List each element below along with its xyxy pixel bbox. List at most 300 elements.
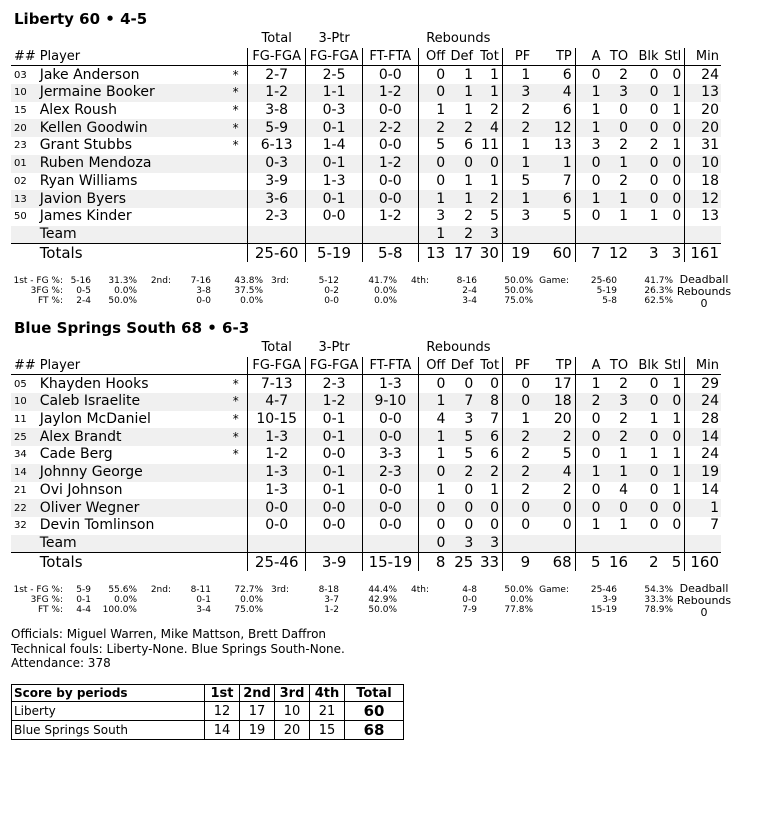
- total-stat-stl: 5: [661, 553, 684, 571]
- starter-mark: *: [232, 447, 239, 462]
- total-stat-a: 7: [575, 244, 603, 262]
- stat-fg: 10-15: [248, 411, 306, 429]
- stat-blk: [631, 226, 661, 244]
- stat-fg: 2-7: [248, 66, 306, 84]
- stat-min: 1: [685, 499, 721, 517]
- pct-made-att: 3-9: [602, 595, 617, 605]
- stat-a: 0: [575, 428, 603, 446]
- player-name: Ruben Mendoza: [40, 155, 225, 173]
- stat-stl: 0: [672, 208, 682, 225]
- player-row: [11, 102, 721, 120]
- header-3p: FG-FGA: [306, 48, 362, 66]
- pct-value: 42.9%: [368, 595, 397, 605]
- header-rebounds: Rebounds: [426, 31, 491, 47]
- total-stat-off: 13: [418, 244, 449, 262]
- stat-tp: 2: [562, 481, 572, 498]
- stat-stl: 1: [672, 446, 682, 463]
- stat-pf: 2: [503, 464, 534, 482]
- stat-to: 3: [603, 393, 631, 411]
- stat-ft: 1-2: [362, 155, 418, 173]
- stat-3p: 1-4: [306, 137, 362, 155]
- stat-tp: 0: [533, 499, 575, 517]
- stat-def: 7: [449, 393, 477, 411]
- total-stat-a: 5: [575, 553, 603, 571]
- stat-pf: 0: [503, 517, 534, 535]
- player-name: Jaylon McDaniel: [39, 411, 151, 428]
- stat-to: 1: [604, 155, 632, 173]
- stat-to: [603, 535, 631, 553]
- header-three-ptr: 3-Ptr: [318, 340, 350, 356]
- stat-to: 2: [619, 375, 629, 392]
- total-stat-ft: 15-19: [362, 553, 418, 571]
- stat-a: 1: [575, 84, 603, 102]
- stat-min: 10: [685, 155, 721, 173]
- stat-pf: 3: [502, 84, 533, 102]
- stat-def: 6: [464, 137, 474, 154]
- player-number: 01: [11, 155, 40, 173]
- stat-pf: 0: [503, 499, 534, 517]
- pct-label: 1st - FG %:: [13, 276, 63, 286]
- game-info: [11, 627, 345, 671]
- stat-off: 0: [418, 464, 449, 482]
- stat-min: 13: [685, 208, 721, 226]
- totals-row: [11, 244, 721, 262]
- header-to: TO: [603, 357, 631, 375]
- starter-mark: [224, 173, 247, 191]
- pct-value: 0.0%: [114, 595, 137, 605]
- pct-made-att: 0-0: [324, 296, 339, 306]
- header-min: Min: [685, 357, 721, 375]
- stat-fg: [248, 535, 306, 553]
- stat-tot: 4: [477, 119, 502, 137]
- stat-def: 0: [449, 155, 477, 173]
- stat-pf: 1: [502, 66, 533, 84]
- pct-value: 72.7%: [234, 585, 263, 595]
- pct-made-att: 0-1: [76, 595, 91, 605]
- stat-stl: 1: [672, 481, 682, 498]
- pct-made-att: 5-19: [596, 286, 617, 296]
- attendance: Attendance: 378: [11, 656, 111, 670]
- stat-3p: 2-3: [306, 375, 362, 393]
- stat-pf: 1: [503, 411, 534, 429]
- stat-def: 2: [449, 464, 477, 482]
- stat-off: 5: [418, 137, 449, 155]
- stat-ft: 0-0: [362, 499, 418, 517]
- stat-tp: 0: [562, 517, 572, 534]
- stat-off: 1: [418, 190, 449, 208]
- pct-value: 37.5%: [234, 286, 263, 296]
- stat-stl: 0: [662, 190, 685, 208]
- player-name: Khayden Hooks: [39, 375, 149, 392]
- stat-to: 1: [619, 208, 629, 225]
- deadball-label: Deadball: [679, 582, 729, 595]
- stat-ft: 9-10: [362, 393, 418, 411]
- player-name: James Kinder: [39, 208, 132, 225]
- period-label: 3rd:: [270, 276, 289, 286]
- stat-a: 0: [575, 208, 603, 226]
- stat-pf: 2: [502, 102, 533, 120]
- stat-pf: 0: [503, 375, 534, 393]
- player-name: Ryan Williams: [39, 172, 138, 189]
- period-label: [397, 296, 433, 306]
- stat-a: 0: [575, 155, 603, 173]
- period-label: [533, 296, 573, 306]
- pct-label: 1st - FG %:: [13, 585, 63, 595]
- stat-tp: 4: [533, 84, 575, 102]
- pct-made-att: 4-8: [462, 585, 477, 595]
- stat-ft: 0-0: [362, 190, 418, 208]
- total-stat-stl: 3: [662, 244, 685, 262]
- pct-value: 43.8%: [234, 276, 263, 286]
- total-stat-min: 160: [685, 553, 721, 571]
- stat-tp: 5: [562, 446, 572, 463]
- stat-pf: 2: [502, 119, 533, 137]
- stat-min: 20: [685, 102, 721, 120]
- score-period: 20: [275, 721, 310, 740]
- player-name: Johnny George: [40, 464, 225, 482]
- stat-to: 2: [619, 66, 629, 83]
- stat-tp: 6: [562, 102, 572, 119]
- score-header-1st: 1st: [205, 685, 240, 702]
- technical-fouls: Technical fouls: Liberty-None. Blue Springs South-None.: [11, 641, 345, 656]
- stat-tot: 2: [489, 102, 499, 119]
- stat-ft: 0-0: [362, 137, 418, 155]
- pct-value: 100.0%: [102, 605, 137, 615]
- stat-stl: [661, 535, 684, 553]
- stat-to: 3: [604, 84, 632, 102]
- total-starter-mark: [224, 553, 247, 571]
- header-total: Total: [261, 340, 292, 356]
- stat-def: 1: [464, 172, 474, 189]
- period-label: 3rd:: [270, 585, 289, 595]
- player-number: 10: [11, 393, 40, 411]
- score-header-title: Score by periods: [12, 685, 205, 702]
- stat-ft: 1-2: [362, 208, 418, 226]
- score-by-periods: [11, 684, 404, 740]
- pct-value: 50.0%: [504, 286, 533, 296]
- total-stat-blk: 2: [631, 553, 661, 571]
- stat-min: 13: [685, 84, 721, 102]
- period-label: [533, 595, 573, 605]
- header-ft: FT-FTA: [362, 48, 418, 66]
- stat-tp: 5: [562, 208, 572, 225]
- stat-blk: 0: [631, 393, 661, 411]
- player-number: 25: [11, 428, 40, 446]
- pct-made-att: 5-9: [76, 585, 91, 595]
- player-row: [11, 428, 721, 446]
- stat-blk: 0: [631, 499, 661, 517]
- header-a: A: [575, 48, 603, 66]
- stat-ft: 0-0: [362, 102, 418, 120]
- stat-a: [575, 535, 603, 553]
- player-number: 15: [14, 105, 27, 117]
- starter-mark: *: [232, 138, 239, 153]
- starter-mark: *: [232, 67, 239, 82]
- stat-tot: 5: [489, 208, 499, 225]
- stat-tot: 0: [477, 499, 502, 517]
- pct-made-att: 5-12: [318, 276, 339, 286]
- starter-mark: [224, 226, 247, 244]
- stat-to: 2: [619, 172, 629, 189]
- pct-value: 75.0%: [234, 605, 263, 615]
- total-stat-3p: 5-19: [306, 244, 362, 262]
- stat-min: 28: [685, 411, 721, 429]
- pct-made-att: 1-2: [324, 605, 339, 615]
- pct-made-att: 2-4: [76, 296, 91, 306]
- player-number: 03: [14, 69, 27, 81]
- stat-tot: 0: [477, 155, 502, 173]
- player-number: 23: [14, 140, 27, 152]
- stat-tot: 7: [490, 411, 500, 428]
- header-3p: FG-FGA: [306, 357, 362, 375]
- stat-off: 1: [418, 428, 449, 446]
- total-stat-fg: 25-46: [248, 553, 306, 571]
- stat-to: 2: [619, 411, 629, 428]
- stat-a: 1: [575, 119, 603, 137]
- stat-tp: 2: [533, 428, 575, 446]
- score-period: 15: [310, 721, 345, 740]
- stat-3p: 0-1: [306, 428, 362, 446]
- stat-def: 2: [449, 119, 477, 137]
- stat-stl: 1: [672, 411, 682, 428]
- stat-pf: 2: [503, 446, 534, 464]
- player-row: [11, 517, 721, 535]
- stat-to: 1: [619, 517, 629, 534]
- shooting-percentages: [11, 276, 673, 306]
- stat-tp: 18: [533, 393, 575, 411]
- stat-a: 2: [575, 393, 603, 411]
- stat-3p: 0-1: [306, 482, 362, 500]
- player-name: Alex Brandt: [40, 428, 225, 446]
- period-label: [263, 296, 293, 306]
- stat-a: 3: [575, 137, 603, 155]
- stat-tot: 1: [489, 172, 499, 189]
- player-number: 34: [14, 449, 27, 461]
- stat-blk: 0: [649, 66, 659, 83]
- total-stat-tp: 68: [533, 553, 575, 571]
- stat-min: 24: [685, 66, 721, 84]
- stat-tot: 0: [490, 375, 500, 392]
- stat-pf: 1: [502, 190, 533, 208]
- stat-off: 1: [418, 482, 449, 500]
- total-stat-def: 17: [449, 244, 477, 262]
- header-tot: Tot: [477, 357, 502, 375]
- stat-blk: 2: [649, 137, 659, 154]
- pct-value: 50.0%: [368, 605, 397, 615]
- pct-made-att: 4-4: [76, 605, 91, 615]
- pct-value: 33.3%: [644, 595, 673, 605]
- stat-off: 0: [418, 499, 449, 517]
- total-stat-off: 8: [418, 553, 449, 571]
- stat-fg: 0-0: [248, 517, 306, 535]
- pct-value: 41.7%: [368, 276, 397, 286]
- header-a: A: [575, 357, 603, 375]
- stat-pf: [503, 535, 534, 553]
- period-label: [263, 595, 293, 605]
- player-name: Caleb Israelite: [40, 393, 225, 411]
- pct-made-att: 5-8: [602, 296, 617, 306]
- player-row: [11, 173, 721, 191]
- player-row: [11, 464, 721, 482]
- stat-ft: 2-3: [362, 464, 418, 482]
- starter-mark: *: [224, 84, 247, 102]
- stat-fg: 2-3: [248, 208, 306, 226]
- starter-mark: *: [224, 428, 247, 446]
- stat-off: 0: [418, 155, 449, 173]
- stat-min: 18: [685, 173, 721, 191]
- player-row: [11, 66, 721, 84]
- header-stl: Stl: [662, 48, 685, 66]
- stat-a: 1: [575, 517, 603, 535]
- stat-pf: 1: [502, 155, 533, 173]
- stat-tp: 7: [562, 172, 572, 189]
- stat-ft: 0-0: [362, 66, 418, 84]
- header-blk: Blk: [631, 48, 661, 66]
- stat-min: 24: [685, 393, 721, 411]
- stat-tot: 1: [477, 84, 502, 102]
- header-pf: PF: [503, 357, 534, 375]
- header-player: Player: [40, 48, 225, 66]
- stat-pf: 0: [503, 393, 534, 411]
- score-period: 10: [275, 702, 310, 721]
- stat-def: 2: [464, 208, 474, 225]
- team-title: Liberty 60 • 4-5: [14, 10, 148, 28]
- stat-stl: 1: [672, 137, 682, 154]
- stat-blk: [631, 535, 661, 553]
- player-name: Devin Tomlinson: [39, 517, 155, 534]
- pct-value: 26.3%: [644, 286, 673, 296]
- stat-stl: 1: [662, 84, 685, 102]
- box-score-table: [11, 339, 721, 571]
- header-ft: FT-FTA: [362, 357, 418, 375]
- score-total: 60: [345, 702, 404, 721]
- stat-tp: 17: [553, 375, 572, 392]
- score-team-name: Blue Springs South: [12, 721, 205, 740]
- stat-3p: 1-1: [306, 84, 362, 102]
- player-name: Jermaine Booker: [40, 84, 225, 102]
- stat-ft: 1-3: [362, 375, 418, 393]
- player-number: 10: [11, 84, 40, 102]
- shooting-percentages: [11, 585, 673, 615]
- stat-blk: 0: [649, 517, 659, 534]
- pct-value: 54.3%: [644, 585, 673, 595]
- stat-to: 0: [619, 102, 629, 119]
- player-number: 11: [14, 414, 27, 426]
- stat-pf: 1: [502, 137, 533, 155]
- player-name: Cade Berg: [39, 446, 113, 463]
- stat-def: 1: [449, 190, 477, 208]
- pct-made-att: 25-60: [590, 276, 617, 286]
- stat-a: 1: [575, 375, 603, 393]
- player-number: [11, 535, 40, 553]
- stat-ft: 0-0: [362, 411, 418, 429]
- rebounds-label: Rebounds: [676, 594, 732, 607]
- pct-made-att: 2-4: [462, 286, 477, 296]
- stat-a: 1: [575, 464, 603, 482]
- stat-ft: 0-0: [362, 173, 418, 191]
- deadball-value: 0: [700, 606, 708, 619]
- stat-a: 1: [575, 190, 603, 208]
- header-off: Off: [418, 48, 449, 66]
- stat-tot: 6: [477, 428, 502, 446]
- player-name: Kellen Goodwin: [40, 119, 225, 137]
- stat-tp: [533, 535, 575, 553]
- period-label: [137, 286, 175, 296]
- total-stat-pf: 9: [503, 553, 534, 571]
- stat-pf: 5: [502, 173, 533, 191]
- stat-to: 1: [604, 190, 632, 208]
- stat-ft: [362, 226, 418, 244]
- period-label: 4th:: [411, 276, 429, 286]
- stat-tp: 12: [533, 119, 575, 137]
- starter-mark: *: [232, 376, 239, 391]
- total-player-number: [11, 244, 40, 262]
- stat-fg: 7-13: [248, 375, 306, 393]
- stat-blk: 0: [649, 375, 659, 392]
- pct-value: 50.0%: [504, 276, 533, 286]
- stat-3p: 1-3: [306, 173, 362, 191]
- period-label: [137, 605, 175, 615]
- deadball-label: Deadball: [679, 273, 729, 286]
- stat-off: 0: [418, 375, 449, 393]
- stat-to: 4: [619, 481, 629, 498]
- stat-fg: 5-9: [248, 119, 306, 137]
- total-stat-3p: 3-9: [306, 553, 362, 571]
- pct-value: 44.4%: [368, 585, 397, 595]
- stat-ft: 0-0: [362, 428, 418, 446]
- stat-off: 3: [418, 208, 449, 226]
- stat-fg: 1-3: [248, 482, 306, 500]
- stat-fg: 1-3: [248, 428, 306, 446]
- rebounds-label: Rebounds: [676, 285, 732, 298]
- total-stat-to: 16: [603, 553, 631, 571]
- pct-made-att: 3-7: [324, 595, 339, 605]
- stat-ft: 0-0: [362, 517, 418, 535]
- player-name: Alex Roush: [39, 102, 117, 119]
- player-number: 22: [11, 499, 40, 517]
- stat-def: 3: [464, 411, 474, 428]
- total-player-name: Totals: [40, 553, 225, 571]
- stat-ft: 1-2: [362, 84, 418, 102]
- period-label: Game:: [539, 585, 569, 595]
- stat-def: 1: [464, 102, 474, 119]
- stat-tp: 6: [562, 66, 572, 83]
- period-label: 2nd:: [150, 276, 171, 286]
- header-tp: TP: [533, 357, 575, 375]
- pct-value: 50.0%: [504, 585, 533, 595]
- stat-def: 0: [464, 481, 474, 498]
- starter-mark: [224, 190, 247, 208]
- score-header-2nd: 2nd: [240, 685, 275, 702]
- stat-3p: 0-1: [306, 119, 362, 137]
- starter-mark: [224, 535, 247, 553]
- stat-3p: 0-1: [306, 464, 362, 482]
- stat-fg: 3-8: [248, 102, 306, 120]
- pct-value: 55.6%: [108, 585, 137, 595]
- stat-blk: 0: [649, 102, 659, 119]
- stat-to: 2: [603, 428, 631, 446]
- stat-min: 19: [685, 464, 721, 482]
- pct-made-att: 0-0: [196, 296, 211, 306]
- total-stat-tp: 60: [533, 244, 575, 262]
- starter-mark: *: [224, 119, 247, 137]
- header-total: Total: [261, 31, 292, 47]
- starter-mark: *: [232, 412, 239, 427]
- stat-blk: 0: [631, 119, 661, 137]
- player-row: [11, 375, 721, 393]
- player-number: 21: [14, 484, 27, 496]
- pct-made-att: 7-9: [462, 605, 477, 615]
